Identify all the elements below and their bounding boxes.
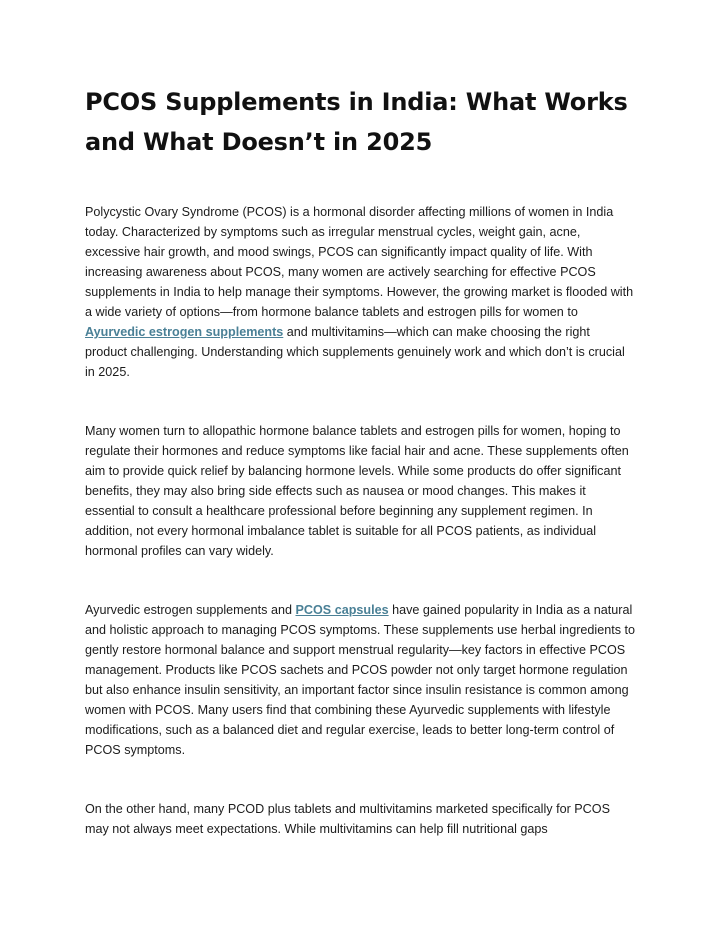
paragraph-allopathic: Many women turn to allopathic hormone balance tablets and estrogen pills for women, hoping to regulate their hormones and reduce symptoms like facial hair and acne. These supplements often aim to provide quick relief by balancing hormone levels. While some products do offer significant benefits, they may also bring side effects such as nausea or mood changes. This makes it essential to consult a healthcare professional before beginning any supplement regimen. In addition, not every hormonal imbalance tablet is suitable for all PCOS patients, as individual hormonal profiles can vary widely. bbox=[85, 424, 629, 558]
paragraph-ayurvedic-text-before: Ayurvedic estrogen supplements and bbox=[85, 603, 296, 617]
paragraph-multivitamins: On the other hand, many PCOD plus tablets and multivitamins marketed specifically for PCOS may not always meet expectations. While multivitamins can help fill nutritional gaps bbox=[85, 802, 610, 836]
link-pcos-capsules[interactable]: PCOS capsules bbox=[295, 603, 389, 617]
paragraph-ayurvedic bbox=[85, 600, 635, 760]
paragraph-intro-text-after: and multivitamins—which can make choosing the right product challenging. Understanding which supplements genuinely work and which don’t is crucial in 2025. bbox=[85, 325, 625, 379]
paragraph-ayurvedic-text-after: have gained popularity in India as a natural and holistic approach to managing PCOS symptoms. These supplements use herbal ingredients to gently restore hormonal balance and support menstrual regularity—key factors in effective PCOS management. Products like PCOS sachets and PCOS powder not only target hormone regulation but also enhance insulin sensitivity, an important factor since insulin resistance is common among women with PCOS. Many users find that combining these Ayurvedic supplements with lifestyle modifications, such as a balanced diet and regular exercise, leads to better long-term control of PCOS symptoms. bbox=[85, 603, 635, 757]
link-ayurvedic-estrogen-supplements[interactable]: Ayurvedic estrogen supplements bbox=[85, 325, 284, 339]
document-title: PCOS Supplements in India: What Works and What Doesn’t in 2025 bbox=[85, 88, 628, 156]
paragraph-intro-text-before: Polycystic Ovary Syndrome (PCOS) is a hormonal disorder affecting millions of women in India today. Characterized by symptoms such as irregular menstrual cycles, weight gain, acne, excessive hair growth, and mood swings, PCOS can significantly impact quality of life. With increasing awareness about PCOS, many women are actively searching for effective PCOS supplements in India to help manage their symptoms. However, the growing market is flooded with a wide variety of options—from hormone balance tablets and estrogen pills for women to bbox=[85, 205, 634, 319]
paragraph-intro bbox=[85, 202, 635, 382]
